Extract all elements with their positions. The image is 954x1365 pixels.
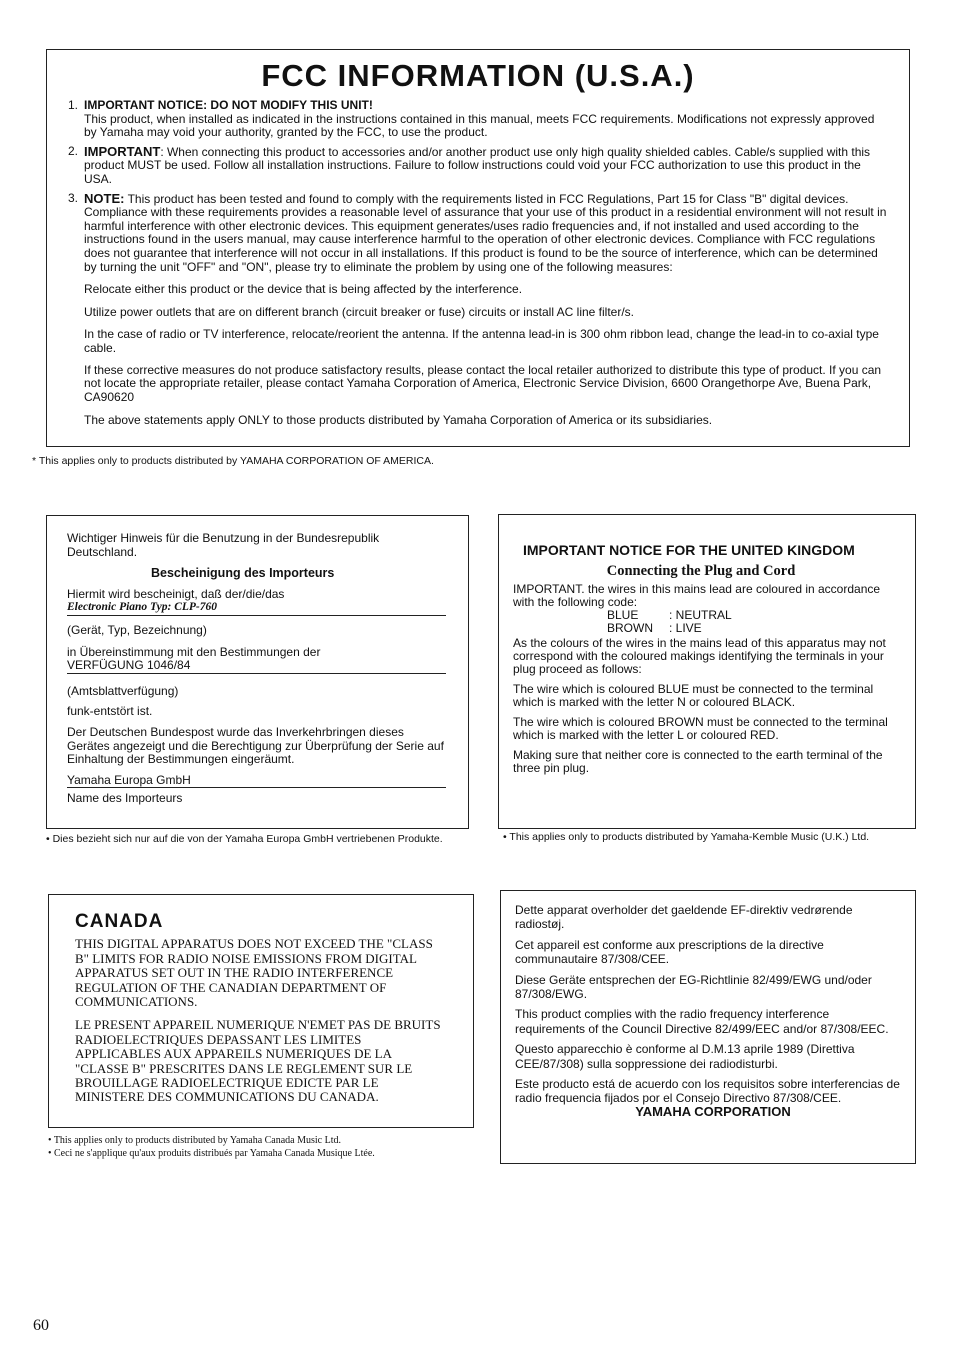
uk-paragraph-1: IMPORTANT. the wires in this mains lead are coloured in accordance with the following code: — [513, 582, 881, 609]
eu-section — [500, 890, 916, 1164]
fcc-item-1-label: IMPORTANT NOTICE: DO NOT MODIFY THIS UNIT! — [84, 98, 373, 112]
fcc-measure-4: If these corrective measures do not produce satisfactory results, please contact the local retailer authorized to distribute this type of product. If you can not locate the appropriate retailer, please contact Yamaha Corporation of America, Electronic Service Division, 6600 Orangethorpe Ave, Buena Park, CA90620 — [84, 362, 882, 404]
uk-paragraph-4: The wire which is coloured BROWN must be connected to the terminal which is marked with the letter L or coloured RED. — [513, 715, 888, 742]
uk-code-brown-value: : LIVE — [669, 621, 702, 635]
eu-corporation: YAMAHA CORPORATION — [635, 1103, 791, 1119]
fcc-footnote: * This applies only to products distributed by YAMAHA CORPORATION OF AMERICA. — [32, 455, 434, 467]
fcc-item-1-text: This product, when installed as indicated in the instructions contained in this manual, meets FCC requirements. Modifications not expressly approved by Yamaha may void your authority, granted by the FCC, to use the product. — [84, 111, 875, 140]
germany-line-8: Yamaha Europa GmbH — [67, 774, 446, 789]
germany-section — [46, 515, 469, 829]
germany-footnote: • Dies bezieht sich nur auf die von der Yamaha Europa GmbH vertriebenen Produkte. — [46, 833, 443, 845]
fcc-item-3-text: This product has been tested and found to comply with the requirements listed in FCC Regulations, Part 15 for Class "B" digital devices. Compliance with these requirements provides a reasonable level of assurance that your use of this product in a residential environment will not result in harmful interference with other electronic devices. This equipment generates/uses radio frequencies and, if not installed and used according to the instructions found in the users manual, may cause interference harmful to the operation of other electronic devices. Compliance with FCC regulations does not guarantee that interference will not occur in all installations. If this product is found to be the source of interference, which can be determined by turning the unit "OFF" and "ON", please try to eliminate the problem by using one of the following measures: — [84, 191, 887, 274]
fcc-item-2-number: 2. — [68, 143, 79, 158]
canada-heading: CANADA — [75, 911, 164, 932]
canada-footnotes — [48, 1134, 478, 1160]
fcc-item-1-number: 1. — [68, 98, 79, 112]
uk-code-blue-value: : NEUTRAL — [669, 608, 732, 622]
fcc-closing: The above statements apply ONLY to those products distributed by Yamaha Corporation of America or its subsidiaries. — [84, 413, 713, 428]
uk-section — [498, 514, 916, 829]
uk-paragraph-3: The wire which is coloured BLUE must be connected to the terminal which is marked with the letter N or coloured BLACK. — [513, 682, 874, 709]
germany-line-4: VERFÜGUNG 1046/84 — [67, 659, 446, 674]
eu-paragraph-english: This product complies with the radio frequency interference requirements of the Council Directive 82/499/EEC and/or 87/308/EEC. — [515, 1007, 889, 1036]
germany-product-type: Electronic Piano Typ: CLP-760 — [67, 601, 446, 616]
fcc-item-2 — [67, 145, 889, 187]
uk-code-brown — [513, 622, 901, 635]
eu-paragraph-danish: Dette apparat overholder det gaeldende EF-direktiv vedrørende radiostøj. — [515, 903, 853, 932]
germany-heading: Bescheinigung des Importeurs — [151, 566, 335, 581]
canada-paragraph-2: LE PRESENT APPAREIL NUMERIQUE N'EMET PAS DE BRUITS RADIOELECTRIQUES DEPASSANT LES LIMITES APPLICABLES AUX APPAREILS NUMERIQUES DE LA "CLASSE B" PRESCRITES DANS LE REGLEMENT SUR LE BROUILLAGE RADIOELECTRIQUE EDICTE PAR LE MINISTERE DES COMMUNICATIONS DU CANADA. — [75, 1017, 441, 1105]
uk-paragraph-2: As the colours of the wires in the mains lead of this apparatus may not correspond with the coloured makings identifying the terminals in your plug proceed as follows: — [513, 636, 886, 676]
fcc-item-2-label: IMPORTANT — [84, 143, 161, 159]
uk-subheading: Connecting the Plug and Cord — [606, 563, 796, 579]
fcc-measure-2: Utilize power outlets that are on different branch (circuit breaker or fuse) circuits or install AC line filter/s. — [84, 304, 635, 319]
page-number: 60 — [33, 1317, 49, 1334]
fcc-section — [46, 49, 910, 447]
fcc-title: FCC INFORMATION (U.S.A.) — [261, 58, 695, 93]
uk-code-blue — [513, 609, 901, 622]
canada-section — [48, 894, 474, 1128]
eu-paragraph-german: Diese Geräte entsprechen der EG-Richtlinie 82/499/EWG und/oder 87/308/EWG. — [515, 972, 872, 1002]
germany-intro: Wichtiger Hinweis für die Benutzung in der Bundesrepublik Deutschland. — [67, 531, 380, 559]
germany-line-7: Der Deutschen Bundespost wurde das Inverkehrbringen dieses Gerätes angezeigt und die Berechtigung zur Überprüfung der Serie auf Einhaltung der Bestimmungen eingeräumt. — [67, 724, 444, 767]
uk-heading: IMPORTANT NOTICE FOR THE UNITED KINGDOM — [523, 542, 855, 558]
fcc-item-3 — [67, 192, 889, 275]
germany-line-2: (Gerät, Typ, Bezeichnung) — [67, 622, 207, 637]
canada-footnote-2: • Ceci ne s'applique qu'aux produits distribués par Yamaha Canada Musique Ltée. — [48, 1148, 375, 1159]
fcc-measure-3: In the case of radio or TV interference, relocate/reorient the antenna. If the antenna lead-in is 300 ohm ribbon lead, change the lead-in to co-axial type cable. — [84, 327, 879, 355]
canada-paragraph-1: THIS DIGITAL APPARATUS DOES NOT EXCEED THE "CLASS B" LIMITS FOR RADIO NOISE EMISSIONS FROM DIGITAL APPARATUS SET OUT IN THE RADIO INTERFERENCE REGULATION OF THE CANADIAN DEPARTMENT OF COMMUNICATIONS. — [75, 936, 433, 1010]
fcc-item-1 — [67, 99, 889, 140]
eu-paragraph-spanish: Este producto está de acuerdo con los requisitos sobre interferencias de radio frequencia fijados por el Consejo Directivo 87/308/CEE. — [515, 1077, 900, 1106]
germany-line-9: Name des Importeurs — [67, 791, 183, 806]
fcc-item-3-number: 3. — [68, 190, 79, 205]
germany-line-5: (Amtsblattverfügung) — [67, 683, 179, 698]
fcc-item-3-label: NOTE: — [84, 190, 125, 206]
canada-footnote-1: • This applies only to products distributed by Yamaha Canada Music Ltd. — [48, 1135, 342, 1146]
fcc-measure-1: Relocate either this product or the device that is being affected by the interference. — [84, 282, 523, 297]
uk-code-blue-key: BLUE — [607, 608, 639, 622]
fcc-item-2-text: : When connecting this product to accessories and/or another product use only high quality shielded cables. Cable/s supplied with this product MUST be used. Follow all installation instructions. Failure to follow instructions could void your FCC authorization to use this product in the USA. — [84, 144, 871, 186]
germany-line-1: Hiermit wird bescheinigt, daß der/die/das — [67, 586, 285, 601]
eu-paragraph-french: Cet appareil est conforme aux prescriptions de la directive communautaire 87/308/CEE. — [515, 937, 824, 967]
uk-code-brown-key: BROWN — [607, 621, 653, 635]
germany-line-6: funk-entstört ist. — [67, 704, 153, 719]
germany-line-3: in Übereinstimmung mit den Bestimmungen der — [67, 644, 321, 659]
eu-paragraph-italian: Questo apparecchio è conforme al D.M.13 aprile 1989 (Direttiva CEE/87/308) sulla soppressione dei radiodisturbi. — [515, 1042, 855, 1071]
uk-footnote: • This applies only to products distributed by Yamaha-Kemble Music (U.K.) Ltd. — [503, 831, 870, 843]
uk-paragraph-5: Making sure that neither core is connected to the earth terminal of the three pin plug. — [513, 748, 883, 775]
